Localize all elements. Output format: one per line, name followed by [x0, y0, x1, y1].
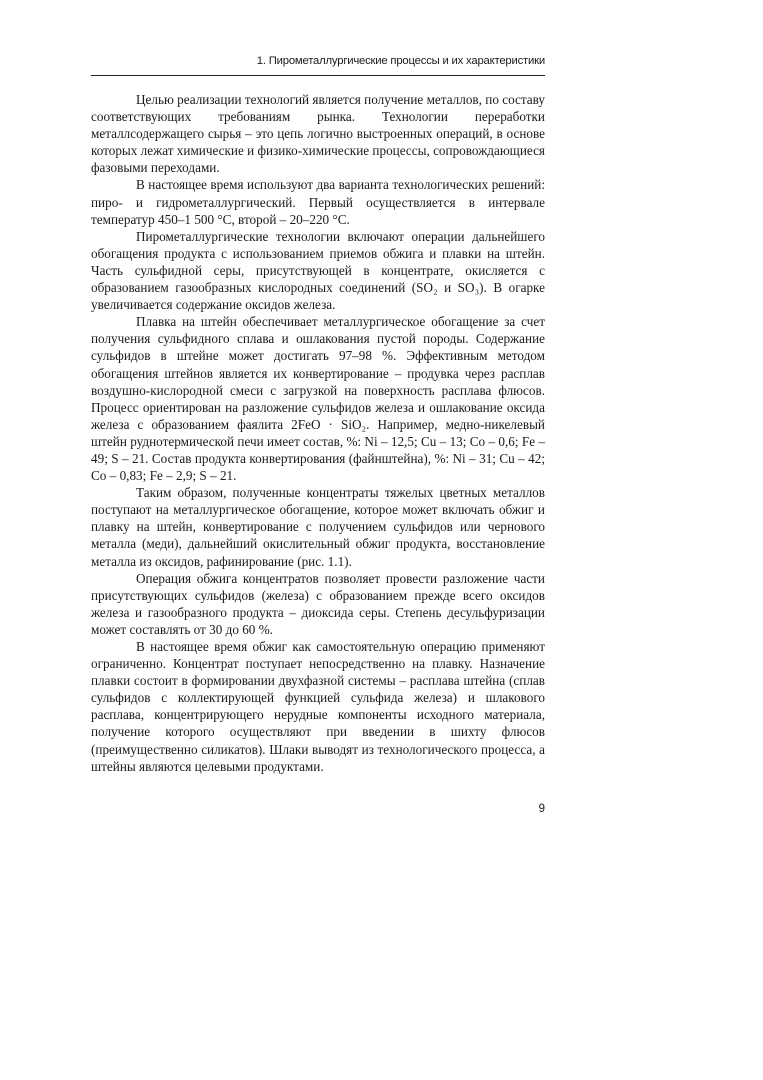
paragraph-3: Пирометаллургические технологии включают операции дальнейшего обогащения продукта с использованием приемов обжига и плавки на штейн. Часть сульфидной серы, присутствующей в концентрате, окисляется с образованием газообразных кислородных соединений (SO₂ и SO₃). В огарке увеличивается содержание оксидов железа.	[91, 228, 545, 313]
body-text	[91, 91, 545, 775]
paragraph-7: В настоящее время обжиг как самостоятельную операцию применяют ограниченно. Концентрат поступает непосредственно на плавку. Назначение плавки состоит в формировании двухфазной системы – расплава штейна (сплав сульфидов с коллектирующей функцией сульфида железа) и шлакового расплава, концентрирующего нерудные компоненты исходного материала, получение которого осуществляют при введении в шихту флюсов (преимущественно силикатов). Шлаки выводят из технологического процесса, а штейны являются целевыми продуктами.	[91, 639, 545, 774]
running-header: 1. Пирометаллургические процессы и их характеристики	[256, 55, 545, 67]
page-number: 9	[538, 803, 545, 815]
paragraph-6: Операция обжига концентратов позволяет провести разложение части присутствующих сульфидов (железа) с образованием прежде всего оксидов железа и газообразного продукта – диоксида серы. Степень десульфуризации может составлять от 30 до 60 %.	[91, 570, 545, 637]
paragraph-4: Плавка на штейн обеспечивает металлургическое обогащение за счет получения сульфидного сплава и ошлакования пустой породы. Содержание сульфидов в штейне может достигать 97–98 %. Эффективным методом обогащения штейнов является их конвертирование – продувка через расплав воздушно-кислородной смеси с загрузкой на поверхность расплава флюсов. Процесс ориентирован на разложение сульфидов железа и ошлакование оксида железа с образованием фаялита 2FeO · SiO₂. Например, медно-никелевый штейн руднотермической печи имеет состав, %: Ni – 12,5; Cu – 13; Co – 0,6; Fe – 49; S – 21. Состав продукта конвертирования (файнштейна), %: Ni – 31; Cu – 42; Co – 0,83; Fe – 2,9; S – 21.	[91, 314, 545, 484]
paragraph-1: Целью реализации технологий является получение металлов, по составу соответствующих требованиям рынка. Технологии переработки металлсодержащего сырья – это цепь логично выстроенных операций, в основе которых лежат химические и физико-химические процессы, сопровождающиеся фазовыми переходами.	[91, 92, 545, 176]
paragraph-5: Таким образом, полученные концентраты тяжелых цветных металлов поступают на металлургическое обогащение, которое может включать обжиг и плавку на штейн, конвертирование с получением сульфидов или чернового металла (меди), дальнейший окислительный обжиг продукта, восстановление металла из оксидов, рафинирование (рис. 1.1).	[91, 485, 545, 569]
header-rule	[91, 75, 545, 76]
paragraph-2: В настоящее время используют два варианта технологических решений: пиро- и гидрометаллургический. Первый осуществляется в интервале температур 450–1 500 °С, второй – 20–220 °С.	[91, 177, 545, 227]
